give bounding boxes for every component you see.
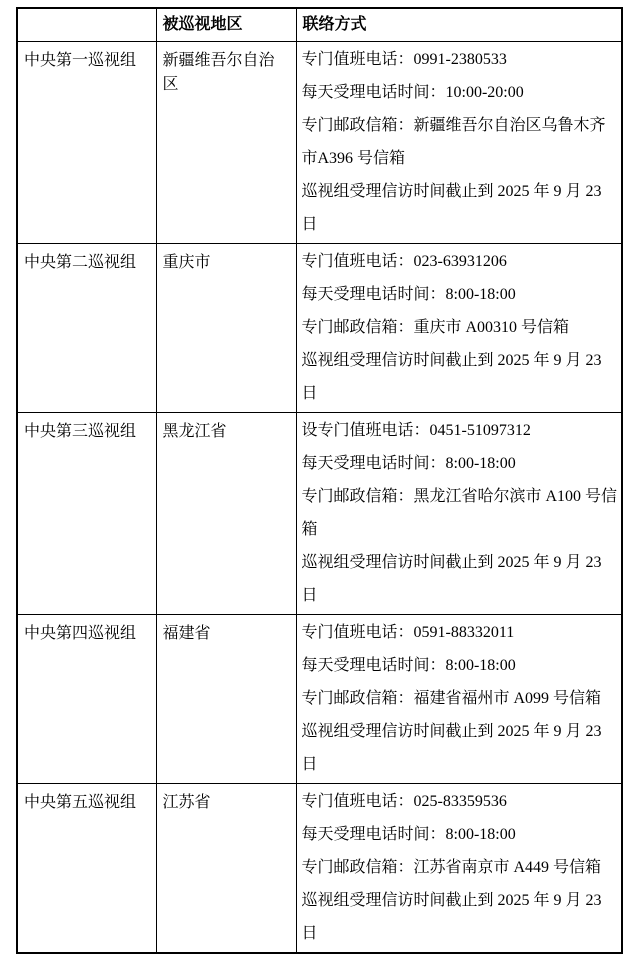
contact-line: 巡视组受理信访时间截止到 2025 年 9 月 23 日 xyxy=(301,553,602,604)
region-cell: 福建省 xyxy=(156,614,296,783)
contact-line: 专门值班电话：0591-88332011 xyxy=(301,623,515,641)
contact-cell xyxy=(296,41,622,243)
region-cell: 重庆市 xyxy=(156,243,296,412)
region-cell: 江苏省 xyxy=(156,783,296,953)
header-cell-contact: 联络方式 xyxy=(296,8,622,41)
contact-cell xyxy=(296,243,622,412)
contact-line: 巡视组受理信访时间截止到 2025 年 9 月 23 日 xyxy=(301,722,602,773)
header-cell-region: 被巡视地区 xyxy=(156,8,296,41)
table-row xyxy=(17,412,622,614)
contact-line: 专门邮政信箱：新疆维吾尔自治区乌鲁木齐市A396 号信箱 xyxy=(301,116,606,167)
table-row xyxy=(17,614,622,783)
table-header-row xyxy=(17,8,622,41)
inspection-contact-table xyxy=(16,7,623,954)
table-row xyxy=(17,243,622,412)
contact-line: 巡视组受理信访时间截止到 2025 年 9 月 23 日 xyxy=(301,351,602,402)
group-cell: 中央第一巡视组 xyxy=(17,41,156,243)
contact-line: 每天受理电话时间：8:00-18:00 xyxy=(301,285,516,303)
contact-line: 专门邮政信箱：黑龙江省哈尔滨市 A100 号信箱 xyxy=(301,487,618,538)
contact-line: 每天受理电话时间：8:00-18:00 xyxy=(301,454,516,472)
group-cell: 中央第二巡视组 xyxy=(17,243,156,412)
contact-cell xyxy=(296,412,622,614)
contact-line: 设专门值班电话：0451-51097312 xyxy=(301,421,531,439)
contact-cell xyxy=(296,783,622,953)
region-cell: 新疆维吾尔自治区 xyxy=(156,41,296,243)
region-cell: 黑龙江省 xyxy=(156,412,296,614)
contact-line: 每天受理电话时间：8:00-18:00 xyxy=(301,656,516,674)
table-row xyxy=(17,41,622,243)
contact-line: 每天受理电话时间：8:00-18:00 xyxy=(301,825,516,843)
contact-line: 巡视组受理信访时间截止到 2025 年 9 月 23 日 xyxy=(301,891,602,942)
contact-line: 专门邮政信箱：江苏省南京市 A449 号信箱 xyxy=(301,858,602,876)
table-row xyxy=(17,783,622,953)
contact-line: 每天受理电话时间：10:00-20:00 xyxy=(301,83,524,101)
contact-line: 巡视组受理信访时间截止到 2025 年 9 月 23 日 xyxy=(301,182,602,233)
contact-line: 专门邮政信箱：重庆市 A00310 号信箱 xyxy=(301,318,570,336)
contact-line: 专门值班电话：0991-2380533 xyxy=(301,50,507,68)
group-cell: 中央第五巡视组 xyxy=(17,783,156,953)
contact-cell xyxy=(296,614,622,783)
header-cell-empty xyxy=(17,8,156,41)
group-cell: 中央第四巡视组 xyxy=(17,614,156,783)
contact-line: 专门值班电话：023-63931206 xyxy=(301,252,507,270)
group-cell: 中央第三巡视组 xyxy=(17,412,156,614)
contact-line: 专门邮政信箱：福建省福州市 A099 号信箱 xyxy=(301,689,602,707)
contact-line: 专门值班电话：025-83359536 xyxy=(301,792,507,810)
